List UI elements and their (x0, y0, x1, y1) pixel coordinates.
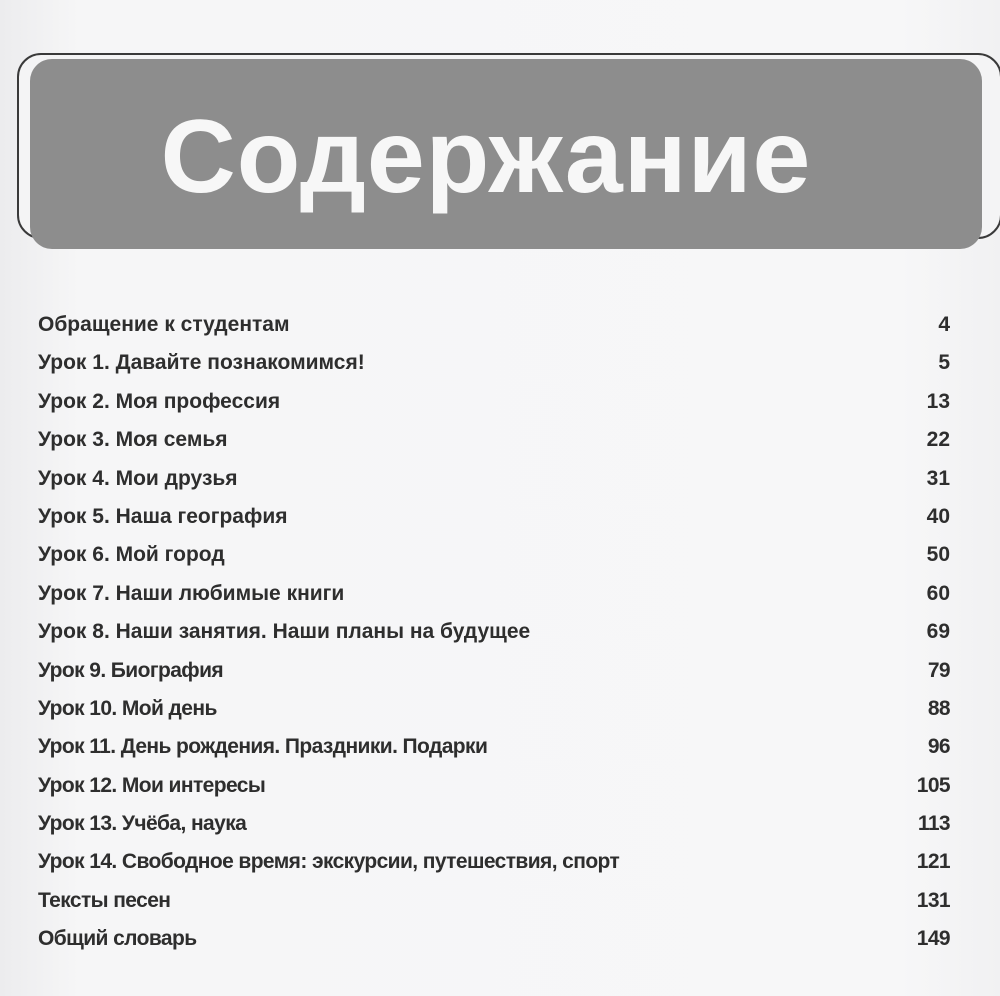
toc-entry[interactable] (38, 306, 950, 344)
table-of-contents (38, 306, 950, 959)
toc-entry-title: Урок 14. Свободное время: экскурсии, путешествия, спорт (38, 850, 620, 874)
toc-entry[interactable] (38, 383, 950, 421)
toc-entry[interactable] (38, 460, 950, 498)
toc-entry-title: Обращение к студентам (38, 313, 290, 336)
toc-entry-title: Урок 7. Наши любимые книги (38, 581, 345, 605)
toc-entry-page: 149 (916, 927, 950, 951)
toc-entry[interactable] (38, 767, 950, 805)
toc-entry-title: Урок 3. Моя семья (38, 428, 228, 452)
toc-entry-title: Тексты песен (38, 888, 171, 912)
toc-entry[interactable] (38, 613, 950, 651)
toc-entry-page: 69 (926, 620, 950, 644)
toc-entry-title: Общий словарь (38, 927, 197, 951)
toc-entry-page: 4 (938, 313, 950, 336)
toc-entry-page: 131 (916, 888, 950, 912)
toc-entry[interactable] (38, 498, 950, 536)
toc-entry-title: Урок 10. Мой день (38, 696, 217, 720)
toc-entry-page: 121 (916, 850, 950, 874)
toc-entry-title: Урок 8. Наши занятия. Наши планы на будущее (38, 620, 531, 644)
toc-entry[interactable] (38, 536, 950, 574)
toc-entry-page: 50 (926, 543, 950, 567)
toc-entry-title: Урок 4. Мои друзья (38, 466, 238, 490)
toc-entry-page: 105 (916, 773, 950, 797)
toc-entry-page: 31 (926, 466, 950, 490)
toc-entry-title: Урок 6. Мой город (38, 543, 225, 567)
toc-entry-title: Урок 5. Наша география (38, 504, 288, 528)
toc-entry[interactable] (38, 882, 950, 920)
toc-entry-title: Урок 13. Учёба, наука (38, 812, 247, 836)
toc-entry[interactable] (38, 843, 950, 881)
toc-entry[interactable] (38, 805, 950, 843)
toc-entry-page: 22 (926, 428, 950, 452)
toc-entry-title: Урок 12. Мои интересы (38, 773, 266, 797)
toc-entry-title: Урок 11. День рождения. Праздники. Подарки (38, 735, 488, 759)
toc-entry[interactable] (38, 652, 950, 690)
toc-entry-page: 5 (938, 351, 950, 375)
toc-entry-page: 13 (926, 389, 950, 413)
toc-entry[interactable] (38, 728, 950, 766)
toc-entry-page: 113 (917, 812, 950, 836)
toc-entry-page: 79 (927, 658, 950, 682)
toc-entry-title: Урок 1. Давайте познакомимся! (38, 351, 365, 375)
toc-entry-page: 96 (927, 735, 950, 759)
toc-entry-title: Урок 2. Моя профессия (38, 389, 281, 413)
toc-entry[interactable] (38, 344, 950, 382)
toc-entry-page: 40 (926, 504, 950, 528)
toc-entry-page: 88 (927, 696, 950, 720)
toc-entry[interactable] (38, 575, 950, 613)
toc-entry[interactable] (38, 421, 950, 459)
toc-entry[interactable] (38, 920, 950, 958)
page-title: Содержание (160, 98, 812, 215)
toc-entry[interactable] (38, 690, 950, 728)
toc-entry-title: Урок 9. Биография (38, 658, 224, 682)
toc-entry-page: 60 (926, 581, 950, 605)
title-banner (30, 59, 982, 249)
